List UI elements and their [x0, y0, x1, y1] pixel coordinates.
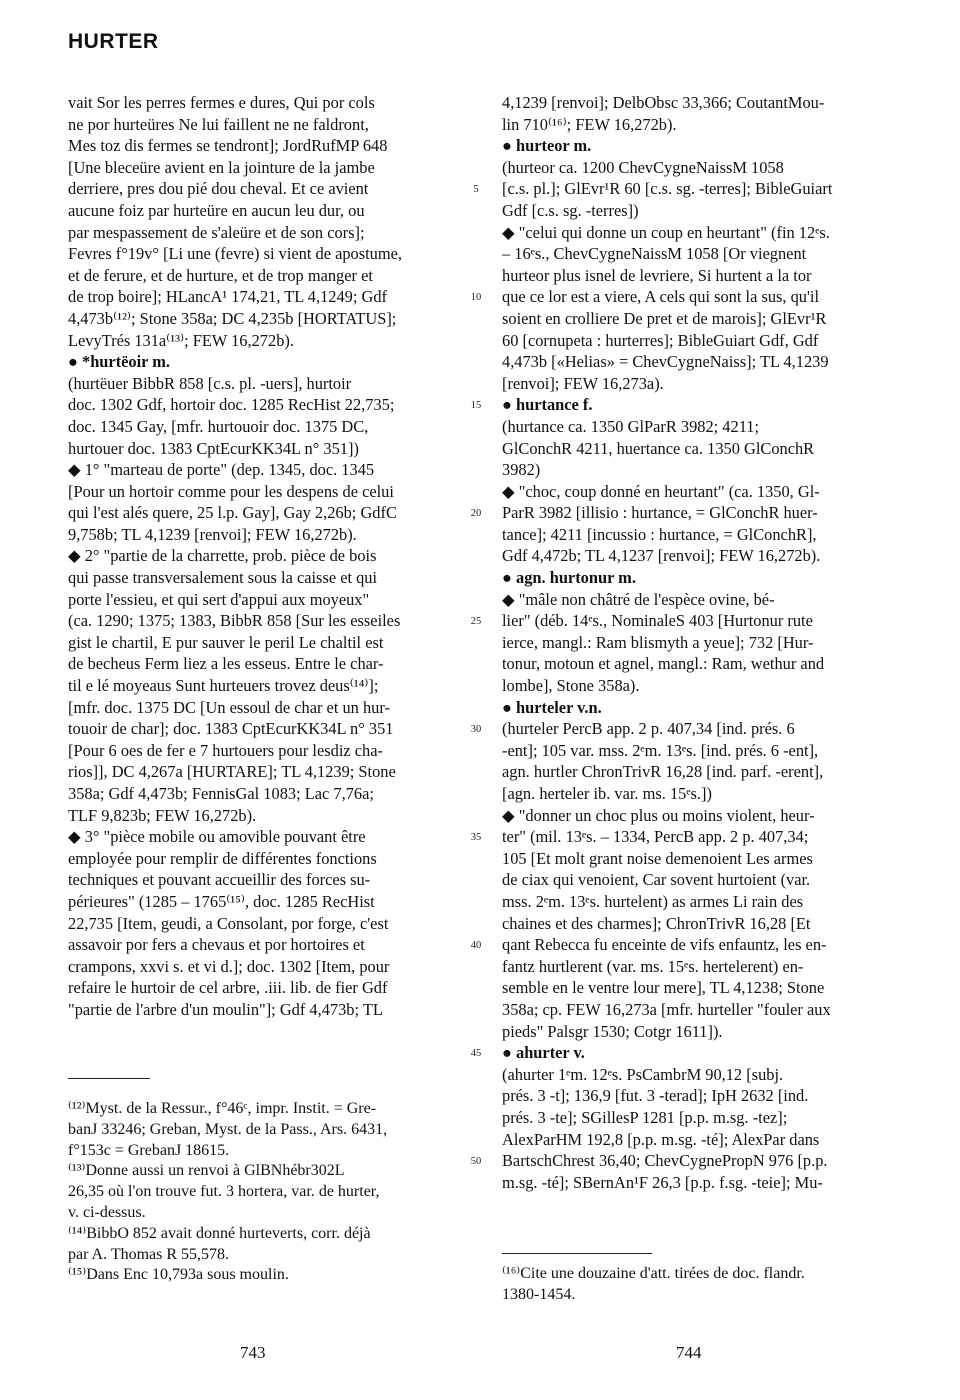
text-line: derriere, pres dou pié dou cheval. Et ce avient [68, 179, 369, 199]
text-line: 4,1239 [renvoi]; DelbObsc 33,366; CoutantMou- [502, 93, 825, 112]
line-number: 45 [470, 1048, 482, 1060]
running-header: HURTER [68, 30, 159, 53]
text-line: til e lé moyeaus Sunt hurteuers trovez deus⁽¹⁴⁾]; [68, 676, 379, 696]
text-line: 3982) [502, 460, 541, 480]
text-line: chaines et des charmes]; ChronTrivR 16,28 [Et [502, 913, 811, 933]
text-line: prés. 3 -t]; 136,9 [fut. 3 -terad]; IpH 2632 [ind. [502, 1086, 809, 1106]
line-number: 50 [470, 1156, 482, 1168]
footnote-line: ⁽¹⁶⁾Cite une douzaine d'att. tirées de doc. flandr. [502, 1265, 805, 1282]
text-line: lier" (déb. 14ᵉs., NominaleS 403 [Hurtonur rute [502, 611, 813, 631]
text-line: [agn. herteler ib. var. ms. 15ᵉs.]) [502, 784, 712, 803]
text-line: – 16ᵉs., ChevCygneNaissM 1058 [Or viegnent [502, 244, 807, 264]
text-line: LevyTrés 131a⁽¹³⁾; FEW 16,272b). [68, 330, 294, 350]
text-line: -ent]; 105 var. mss. 2ᵉm. 13ᵉs. [ind. prés. 6 -ent], [502, 740, 819, 760]
text-line: [Pour 6 oes de fer e 7 hurtouers pour lesdiz cha- [68, 740, 383, 760]
line-number: 35 [470, 832, 482, 844]
line-number: 30 [470, 724, 482, 736]
text-line: [c.s. pl.]; GlEvr¹R 60 [c.s. sg. -terres]; BibleGuiart [502, 179, 833, 199]
text-line: ● agn. hurtonur m. [502, 568, 636, 588]
text-line: semble en le ventre lour mere], TL 4,1238; Stone [502, 978, 825, 998]
footnotes-left [68, 1099, 450, 1286]
text-line: de becheus Ferm liez a les esseus. Entre le char- [68, 654, 384, 674]
text-line: ierce, mangl.: Ram blismyth a yeue]; 732 [Hur- [502, 632, 814, 652]
text-line: GlConchR 4211, huertance ca. 1350 GlConchR [502, 438, 815, 458]
line-number: 15 [470, 400, 482, 412]
text-line: employée pour remplir de différentes fonctions [68, 848, 377, 868]
text-line: mss. 2ᵉm. 13ᵉs. hurtelent) as armes Li rain des [502, 891, 804, 911]
text-line: techniques et pouvant accueillir des forces su- [68, 870, 371, 890]
line-number: 40 [470, 940, 482, 952]
text-line: qui l'est alés quere, 25 l.p. Gay], Gay 2,26b; GdfC [68, 503, 397, 523]
footnote-rule-right [502, 1253, 652, 1254]
text-line: Gdf [c.s. sg. -terres]) [502, 200, 639, 220]
text-line: vait Sor les perres fermes e dures, Qui por cols [68, 93, 375, 112]
text-line: lin 710⁽¹⁶⁾; FEW 16,272b). [502, 114, 677, 134]
text-line: refaire le hurtoir de cel arbre, .iii. lib. de fier Gdf [68, 978, 388, 998]
text-line: aucune foiz par hurteüre en aucun leu dur, ou [68, 200, 365, 220]
text-line: Fevres f°19v° [Li une (fevre) si vient de apostume, [68, 244, 402, 264]
text-line: lombe], Stone 358a). [502, 676, 640, 696]
text-line: [renvoi]; FEW 16,273a). [502, 373, 664, 393]
text-line: ● ahurter v. [502, 1043, 585, 1063]
text-line: "partie de l'arbre d'un moulin"]; Gdf 4,473b; TL [68, 999, 383, 1019]
text-line: ◆ 2° "partie de la charrette, prob. pièce de bois [68, 546, 377, 566]
text-line: doc. 1302 Gdf, hortoir doc. 1285 RecHist 22,735; [68, 395, 395, 415]
text-line: TLF 9,823b; FEW 16,272b). [68, 805, 257, 825]
text-line: ● *hurtëoir m. [68, 352, 171, 372]
text-line: pieds" Palsgr 1530; Cotgr 1611]). [502, 1021, 723, 1041]
text-line: 358a; cp. FEW 16,273a [mfr. hurteller "fouler aux [502, 999, 831, 1019]
text-line: de trop boire]; HLancA¹ 174,21, TL 4,1249; Gdf [68, 287, 388, 307]
text-line: porte l'essieu, et qui sert d'appui aux moyeux" [68, 589, 370, 609]
text-line: (hurteor ca. 1200 ChevCygneNaissM 1058 [502, 157, 784, 177]
text-line: (hurtance ca. 1350 GlParR 3982; 4211; [502, 416, 760, 436]
text-line: (hurteler PercB app. 2 p. 407,34 [ind. prés. 6 [502, 719, 795, 739]
text-line: ◆ 3° "pièce mobile ou amovible pouvant être [68, 827, 366, 847]
text-line: 60 [cornupeta : hurterres]; BibleGuiart Gdf, Gdf [502, 330, 819, 350]
text-line: [Une bleceüre avient en la jointure de la jambe [68, 157, 375, 177]
footnote-line: par A. Thomas R 55,578. [68, 1245, 230, 1263]
footnote-line: ⁽¹⁴⁾BibbO 852 avait donné hurteverts, corr. déjà [68, 1224, 371, 1242]
text-line: périeures" (1285 – 1765⁽¹⁵⁾, doc. 1285 RecHist [68, 891, 375, 911]
text-line: qui passe transversalement sous la caisse et qui [68, 568, 378, 588]
text-line: hurteor plus isnel de levriere, Si hurtent a la tor [502, 265, 812, 285]
text-line: que ce lor est a viere, A cels qui sont la sus, qu'il [502, 287, 820, 307]
text-line: ● hurteor m. [502, 136, 592, 156]
text-line: Mes toz dis fermes se tendront]; JordRufMP 648 [68, 136, 388, 156]
text-line: hurtouer doc. 1383 CptEcurKK34L n° 351]) [68, 438, 359, 458]
text-line: AlexParHM 192,8 [p.p. m.sg. -té]; AlexPar dans [502, 1129, 820, 1149]
page-number-left: 743 [240, 1343, 266, 1362]
line-number: 20 [470, 508, 482, 520]
footnote-line: 1380-1454. [502, 1285, 576, 1303]
footnote-rule-left [68, 1078, 150, 1079]
text-line: 4,473b⁽¹²⁾; Stone 358a; DC 4,235b [HORTATUS]; [68, 308, 397, 328]
text-line: Gdf 4,472b; TL 4,1237 [renvoi]; FEW 16,272b). [502, 546, 821, 566]
text-line: 9,758b; TL 4,1239 [renvoi]; FEW 16,272b). [68, 524, 357, 544]
text-line: (ca. 1290; 1375; 1383, BibbR 858 [Sur les esseiles [68, 611, 401, 631]
text-line: ◆ "donner un choc plus ou moins violent, heur- [502, 805, 815, 825]
text-line: (ahurter 1ᵉm. 12ᵉs. PsCambrM 90,12 [subj. [502, 1064, 784, 1084]
text-line: tonur, motoun et agnel, mangl.: Ram, wethur and [502, 654, 825, 674]
text-line: 22,735 [Item, geudi, a Consolant, por forge, c'est [68, 913, 389, 933]
text-line: par mespassement de s'aleüre et de son cors]; [68, 222, 365, 242]
text-line: BartschChrest 36,40; ChevCygnePropN 976 [p.p. [502, 1151, 828, 1171]
text-line: et de ferure, et de hurture, et de trop manger et [68, 265, 373, 285]
footnote-line: v. ci-dessus. [68, 1203, 146, 1221]
footnote-line: 26,35 où l'on trouve fut. 3 hortera, var. de hurter, [68, 1183, 380, 1201]
page-number-right: 744 [676, 1343, 702, 1362]
text-line: rios]], DC 4,267a [HURTARE]; TL 4,1239; Stone [68, 762, 396, 782]
text-line: m.sg. -té]; SBernAn¹F 26,3 [p.p. f.sg. -teie]; Mu- [502, 1172, 823, 1192]
text-line: ● hurtance f. [502, 395, 593, 415]
text-line: ◆ "choc, coup donné en heurtant" (ca. 1350, Gl- [502, 481, 820, 501]
left-column [68, 92, 450, 1021]
line-number: 5 [473, 184, 479, 196]
footnote-line: ⁽¹³⁾Donne aussi un renvoi à GlBNhébr302L [68, 1162, 345, 1180]
text-line: gist le chartil, E pur sauver le peril Le chaltil est [68, 632, 384, 652]
text-line: crampons, xxvi s. et vi d.]; doc. 1302 [Item, pour [68, 956, 390, 976]
footnote-line: ⁽¹⁵⁾Dans Enc 10,793a sous moulin. [68, 1266, 289, 1284]
text-line: 4,473b [«Helias» = ChevCygneNaiss]; TL 4,1239 [502, 352, 829, 372]
text-line: ter" (mil. 13ᵉs. – 1334, PercB app. 2 p. 407,34; [502, 827, 809, 847]
text-line: 358a; Gdf 4,473b; FennisGal 1083; Lac 7,76a; [68, 784, 374, 803]
text-line: ◆ 1° "marteau de porte" (dep. 1345, doc. 1345 [68, 460, 375, 480]
text-line: ◆ "mâle non châtré de l'espèce ovine, bé- [502, 589, 775, 609]
line-number: 25 [470, 616, 482, 628]
text-line: ne por hurteüres Ne lui faillent ne ne faldront, [68, 114, 369, 134]
footnote-line: f°153c = GrebanJ 18615. [68, 1141, 230, 1159]
text-line: fantz hurtlerent (var. ms. 15ᵉs. hertelerent) en- [502, 956, 804, 976]
footnotes-right [502, 1264, 884, 1306]
text-line: [mfr. doc. 1375 DC [Un essoul de char et un hur- [68, 697, 390, 717]
line-number: 10 [470, 292, 482, 304]
text-line: doc. 1345 Gay, [mfr. hurtouoir doc. 1375 DC, [68, 416, 369, 436]
text-line: assavoir por fers a chevaus et por hortoires et [68, 935, 365, 955]
text-line: prés. 3 -te]; SGillesP 1281 [p.p. m.sg. -tez]; [502, 1107, 788, 1127]
footnote-line: banJ 33246; Greban, Myst. de la Pass., Ars. 6431, [68, 1120, 388, 1138]
text-line: ParR 3982 [illisio : hurtance, = GlConchR huer- [502, 503, 818, 523]
text-line: touoir de char]; doc. 1383 CptEcurKK34L n° 351 [68, 719, 394, 739]
text-line: 105 [Et molt grant noise demenoient Les armes [502, 848, 813, 868]
text-line: tance]; 4211 [incussio : hurtance, = GlConchR], [502, 524, 817, 544]
text-line: soient en crolliere De pret et de marois]; GlEvr¹R [502, 308, 827, 328]
text-line: ◆ "celui qui donne un coup en heurtant" (fin 12ᵉs. [502, 222, 830, 242]
text-line: agn. hurtler ChronTrivR 16,28 [ind. parf. -erent], [502, 762, 824, 782]
text-line: de ciax qui venoient, Car sovent hurtoient (var. [502, 870, 811, 890]
footnote-line: ⁽¹²⁾Myst. de la Ressur., f°46ᶜ, impr. Instit. = Gre- [68, 1100, 377, 1117]
text-line: (hurtëuer BibbR 858 [c.s. pl. -uers], hurtoir [68, 373, 352, 393]
text-line: [Pour un hortoir comme pour les despens de celui [68, 481, 394, 501]
right-column [502, 92, 884, 1193]
text-line: ● hurteler v.n. [502, 697, 602, 717]
text-line: qant Rebecca fu enceinte de vifs enfauntz, les en- [502, 935, 827, 955]
